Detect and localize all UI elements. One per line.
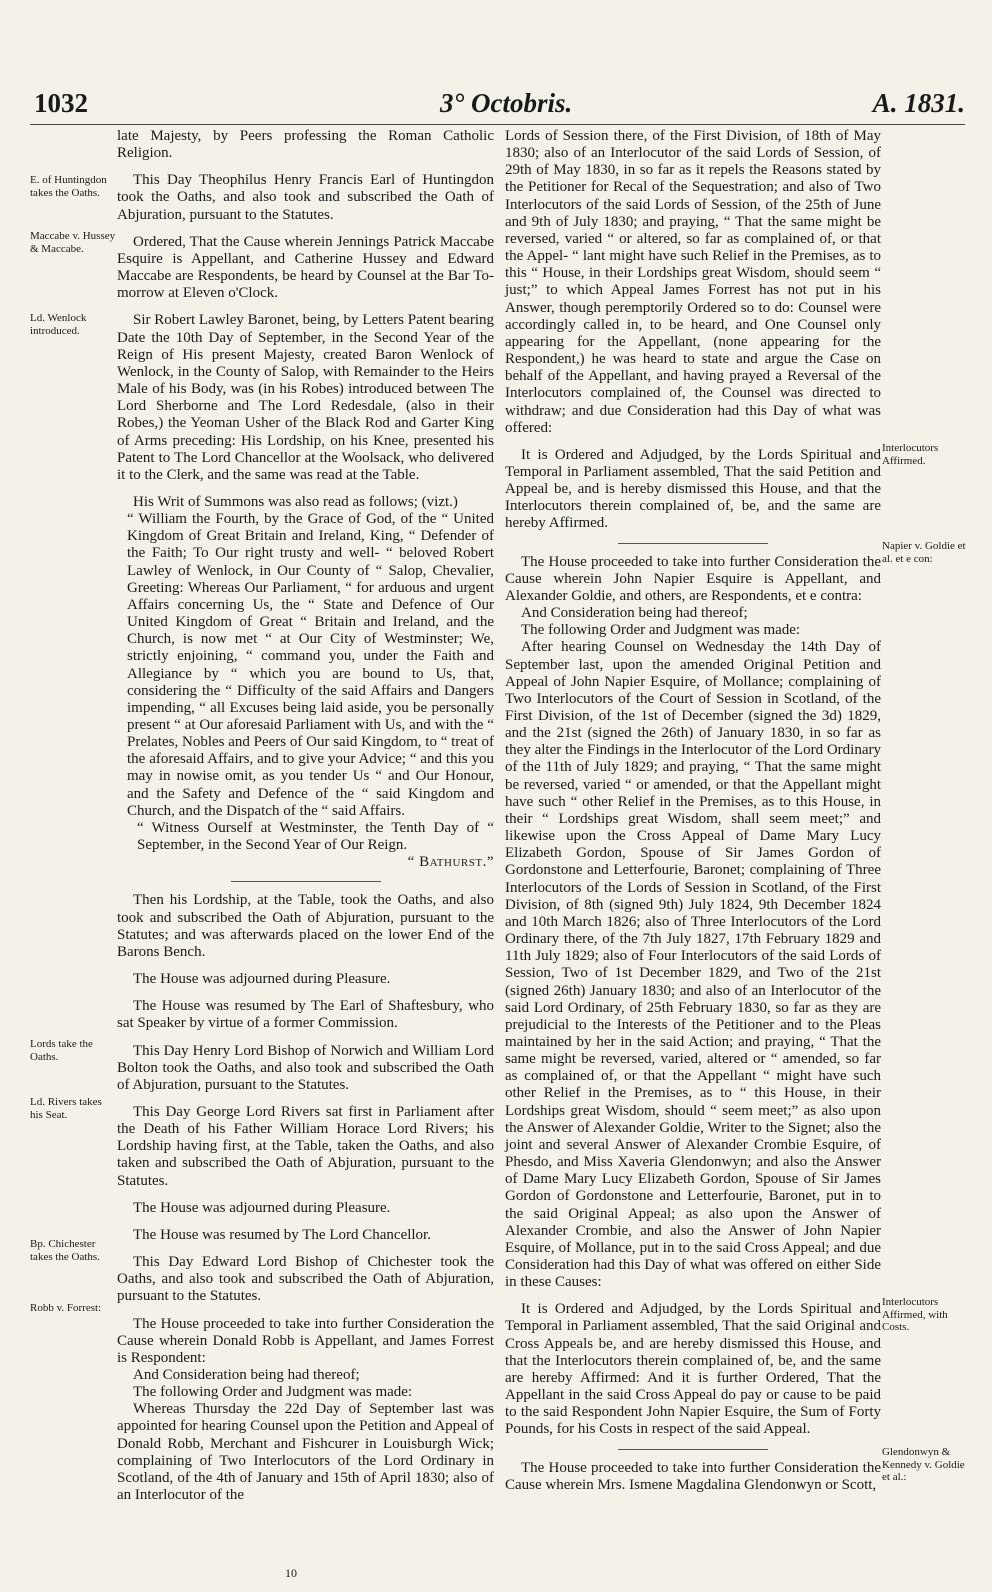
paragraph: Lords of Session there, of the First Division, of 18th of May 1830; also of an Interlocutor of the said Lords of Session, of 29th of May 1830, in so far as it repels the Reasons stated by the Petitioner for Recal of the Sequestration; and also of Two Interlocutors of the said Lords of Session, of the 25th of June and 9th of July 1830; and praying, “ That the same might be reversed, varied “ or altered, so far as complained of, or that the Appel- “ lant might have such Relief in the Premises, as to this “ House, in their Lordships great Wisdom, should seem “ just;” to which Appeal James Forrest has not put in his Answer, though peremptorily Ordered so to do: Counsel were accordingly called in, to be heard, and One Counsel only appearing for the Appellant, (none appearing for the Respondent,) he was heard to state and argue the Case on behalf of the Appellant, and having prayed a Reversal of the Interlocutors complained of, the Counsel was directed to withdraw; and due Consideration had this Day of what was offered:	[505, 128, 881, 436]
paragraph: The House was resumed by The Lord Chancellor.	[133, 1226, 431, 1243]
margin-note-rivers: Ld. Rivers takes his Seat.	[30, 1096, 102, 1121]
writ-signature: “ Bathurst.”	[407, 854, 494, 871]
paragraph: Ordered, That the Cause wherein Jennings Patrick Maccabe Esquire is Appellant, and Catherine Hussey and Edward Maccabe are Respondents, be heard by Counsel at the Bar To-morrow at Eleven o'Clock.	[117, 233, 494, 302]
paragraph: The House was adjourned during Pleasure.	[133, 971, 391, 988]
margin-note-lords-oaths: Lords take the Oaths.	[30, 1038, 93, 1063]
paragraph: And Consideration being had thereof;	[521, 605, 748, 622]
paragraph: This Day George Lord Rivers sat first in Parliament after the Death of his Father William Horace Lord Rivers; his Lordship having first, at the Table, taken the Oaths, and also taken and subscribed the Oath of Abjuration, pursuant to the Statutes.	[117, 1103, 494, 1189]
paragraph: His Writ of Summons was also read as follows; (vizt.)	[133, 493, 458, 510]
margin-note-affirmed-costs: Interlocutors Affirmed, with Costs.	[882, 1296, 948, 1333]
paragraph: This Day Theophilus Henry Francis Earl of Huntingdon took the Oaths, and also took and subscribed the Oath of Abjuration, pursuant to the Statutes.	[117, 172, 494, 223]
paragraph: The House was adjourned during Pleasure.	[133, 1199, 391, 1216]
paragraph: This Day Edward Lord Bishop of Chichester took the Oaths, and also took and subscribed the Oath of Abjuration, pursuant to the Statutes.	[117, 1254, 494, 1305]
margin-note-robb: Robb v. Forrest:	[30, 1302, 102, 1314]
divider	[618, 1449, 768, 1450]
paragraph: The following Order and Judgment was made:	[521, 622, 801, 639]
margin-note-chichester: Bp. Chichester takes the Oaths.	[30, 1238, 100, 1263]
header-date: 3° Octobris.	[440, 88, 573, 118]
writ-quote: “ William the Fourth, by the Grace of God, of the “ United Kingdom of Great Britain and Ireland, King, “ Defender of the Faith; To Our right trusty and well- “ beloved Robert Lawley of Wenlock, in Our County of “ Salop, Chevalier, Greeting: Whereas Our Parliament, “ for arduous and urgent Affairs concerning Us, the “ State and Defence of Our United Kingdom of Great “ Britain and Ireland, and the Church, is now met “ at Our City of Westminster; We, strictly enjoining, “ command you, under the Faith and Allegiance by “ which you are bound to Us, that, considering the “ Difficulty of the said Affairs and Dangers impending, “ all Excuses being laid aside, you be personally present “ at Our aforesaid Parliament with Us, and with the “ Prelates, Nobles and Peers of Our said Kingdom, to “ treat of the aforesaid Affairs, and to give your Advice; “ and this you may in nowise omit, as you tender Us “ and Our Honour, and the Safety and Defence of the “ said Kingdom and Church, and the Dispatch of the “ said Affairs.	[127, 511, 494, 819]
margin-note-glendonwyn: Glendonwyn & Kennedy v. Goldie et al.:	[882, 1446, 965, 1483]
divider	[231, 881, 381, 882]
paragraph: And Consideration being had thereof;	[133, 1367, 360, 1383]
paragraph: The House proceeded to take into further Consideration the Cause wherein John Napier Esquire is Appellant, and Alexander Goldie, and others, are Respondents, et e contra:	[505, 553, 881, 604]
paragraph: It is Ordered and Adjudged, by the Lords Spiritual and Temporal in Parliament assembled, That the said Original and Cross Appeals be, and are hereby dismissed this House, and that the Interlocutors therein complained of, be, and the same are hereby Affirmed: And it is further Ordered, That the Appellant in the said Cross Appeal do pay or cause to be paid to the said Respondent John Napier Esquire, the Sum of Forty Pounds, for his Costs in respect of the said Appeal.	[505, 1301, 881, 1438]
paragraph: This Day Henry Lord Bishop of Norwich and William Lord Bolton took the Oaths, and also took and subscribed the Oath of Abjuration, pursuant to the Statutes.	[117, 1042, 494, 1093]
paragraph: Then his Lordship, at the Table, took the Oaths, and also took and subscribed the Oath of Abjuration, pursuant to the Statutes; and was afterwards placed on the lower End of the Barons Bench.	[117, 892, 494, 960]
divider	[618, 543, 768, 544]
paragraph: The House proceeded to take into further Consideration the Cause wherein Mrs. Ismene Magdalina Glendonwyn or Scott,	[505, 1459, 881, 1493]
paragraph: The following Order and Judgment was made:	[133, 1384, 413, 1401]
writ-witness: “ Witness Ourself at Westminster, the Tenth Day of “ September, in the Second Year of Our Reign.	[137, 819, 494, 854]
printer-signature: 10	[285, 1566, 297, 1580]
margin-note-interlocutors-affirmed: Interlocutors Affirmed.	[882, 442, 939, 467]
page-number: 1032	[34, 88, 88, 118]
paragraph: It is Ordered and Adjudged, by the Lords Spiritual and Temporal in Parliament assembled, That the said Petition and Appeal be, and is hereby dismissed this House, and that the Interlocutors therein complained of, be, and the same are hereby Affirmed.	[505, 446, 881, 532]
margin-note-wenlock: Ld. Wenlock introduced.	[30, 312, 87, 337]
margin-note-huntingdon: E. of Huntingdon takes the Oaths.	[30, 174, 107, 199]
right-column	[505, 128, 881, 1494]
margin-note-maccabe: Maccabe v. Hussey & Maccabe.	[30, 230, 116, 255]
margin-note-napier: Napier v. Goldie et al. et e con:	[882, 540, 966, 565]
paragraph: The House proceeded to take into further Consideration the Cause wherein Donald Robb is Appellant, and James Forrest is Respondent:	[117, 1315, 494, 1366]
paragraph: Whereas Thursday the 22d Day of September last was appointed for hearing Counsel upon the Petition and Appeal of Donald Robb, Merchant and Fishcurer in Louisburgh Wick; complaining of Two Interlocutors of the Lord Ordinary in Scotland, of the 4th of January and 15th of April 1830; also of an Interlocutor of the	[117, 1401, 494, 1504]
paragraph: late Majesty, by Peers professing the Roman Catholic Religion.	[117, 128, 494, 162]
paragraph: Sir Robert Lawley Baronet, being, by Letters Patent bearing Date the 10th Day of September, in the Second Year of the Reign of His present Majesty, created Baron Wenlock of Wenlock, in the County of Salop, with Remainder to the Heirs Male of his Body, was (in his Robes) introduced between The Lord Sherborne and The Lord Redesdale, (also in their Robes,) the Yeoman Usher of the Black Rod and Garter King of Arms preceding: His Lordship, on his Knee, presented his Patent to The Lord Chancellor at the Woolsack, who delivered it to the Clerk, and the same was read at the Table.	[117, 312, 494, 483]
header-year: A. 1831.	[872, 88, 965, 118]
page-header	[30, 88, 965, 125]
paragraph: After hearing Counsel on Wednesday the 14th Day of September last, upon the amended Original Petition and Appeal of John Napier Esquire, of Mollance; complaining of Two Interlocutors of the Court of Session in Scotland, of the First Division, of the 1st of December (signed the 3d) 1829, and the 21st (signed the 26th) of January 1830, in so far as they alter the Findings in the Interlocutor of the Lord Ordinary of the 11th of July 1829; and praying, “ That the same might be reversed, varied “ or amended, or that the Appellant might have such “ other Relief in the Premises, as to this House, in their “ Lordships great Wisdom, shall seem meet;” and likewise upon the Cross Appeal of Dame Mary Lucy Elizabeth Gordon, Spouse of Sir James Gordon of Gordonstone and Letterfourie, Baronet; complaining of Three Interlocutors of the Lords of Session in Scotland, of the First Division, of 8th (signed 9th) July 1824, 9th December 1824 and 10th March 1826; also of Three Interlocutors of the Lord Ordinary there, of the 7th July 1827, 17th February 1829 and 11th July 1829; also of Four Interlocutors of the said Lords of Session, Two of 1st December 1829, and Two of the 21st (signed 26th) January 1830; and also of an Interlocutor of the said Lord Ordinary, of 25th February 1830, so far as they are prejudicial to the Interests of the Petitioner and to the Pleas maintained by her in the said Action; and praying, “ That the same might be reversed, varied, altered or “ amended, so far as complained of, or that the Appellant “ might have such other Relief in the Premises, as to “ this House, in their Lordships great Wisdom, should “ seem meet;” as also upon the Answer of Alexander Goldie, Writer to the Signet; also the joint and several Answer of Alexander Crombie Esquire, of Phesdo, and Miss Xaveria Glendonwyn; and also the Answer of Dame Mary Lucy Elizabeth Gordon, Spouse of Sir James Gordon of Gordonstone and Letterfourie, Baronet, put in to the said Original Appeal; as also upon the Answer of Alexander Crombie, and also the Answer of John Napier Esquire, of Mollance, put in to the said Cross Appeal; and due Consideration had this Day of what was offered on either Side in these Causes:	[505, 639, 881, 1291]
left-column	[117, 128, 494, 1504]
paragraph: The House was resumed by The Earl of Shaftesbury, who sat Speaker by virtue of a former Commission.	[117, 998, 494, 1032]
